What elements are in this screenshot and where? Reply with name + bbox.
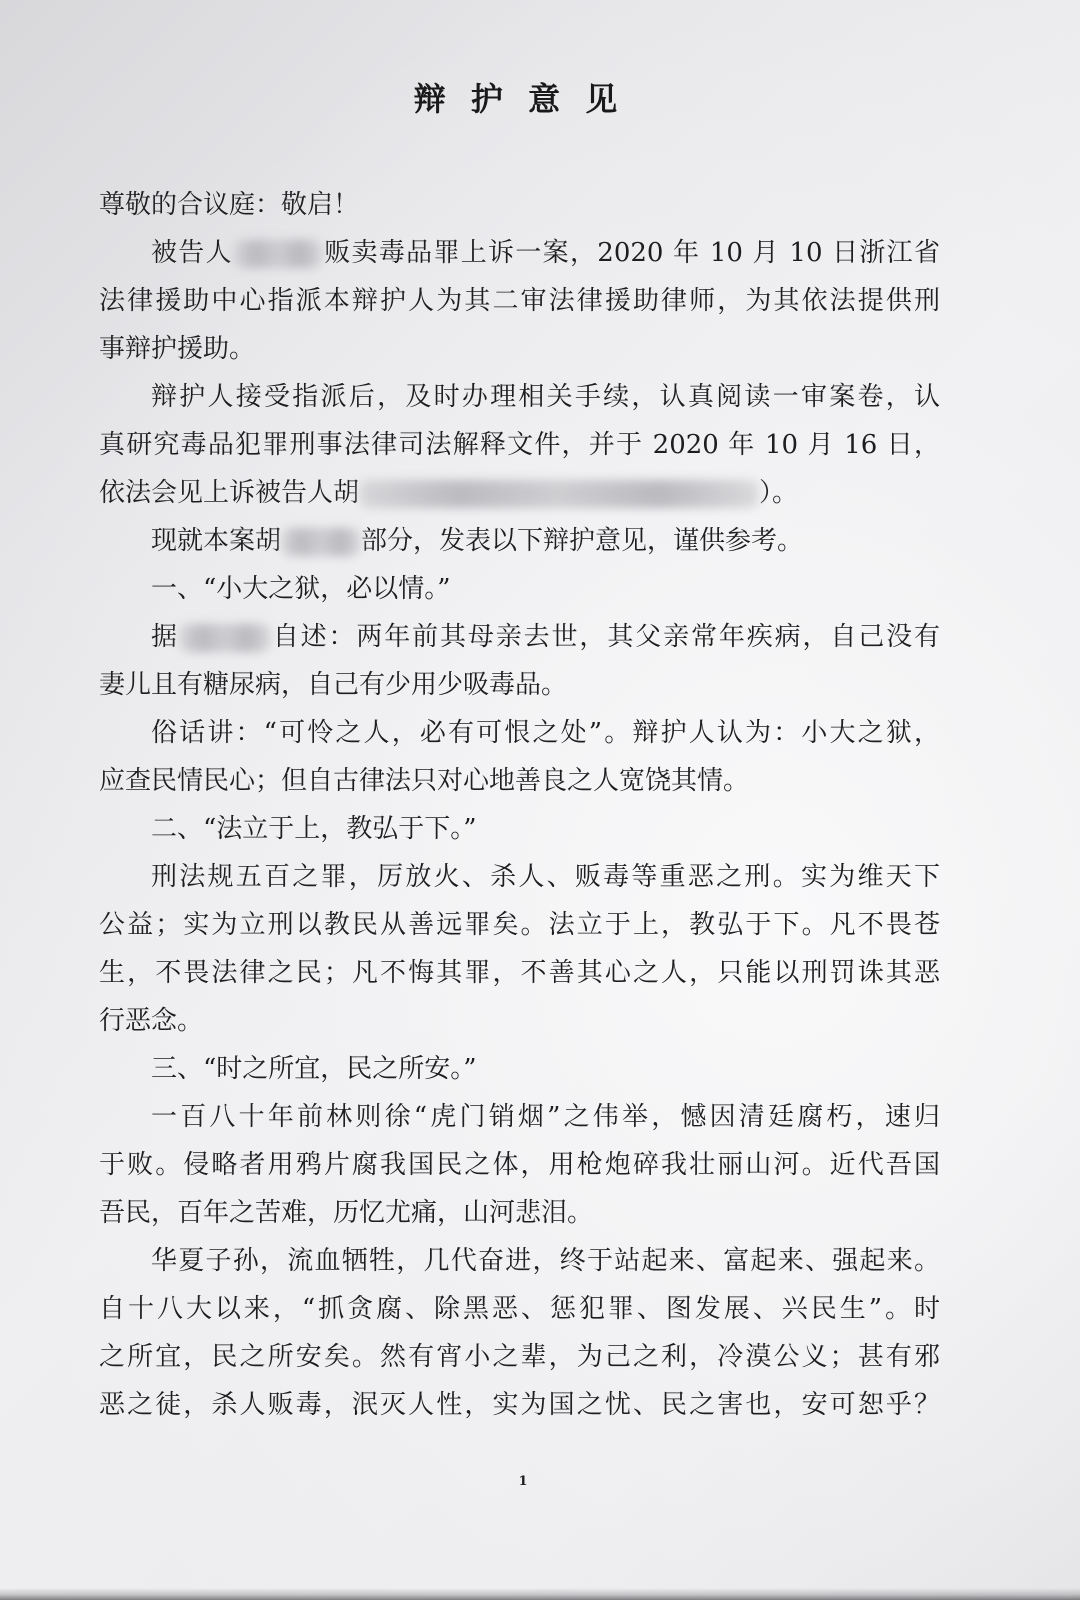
paragraph-line	[99, 517, 940, 565]
section-heading: 二、“法立于上，教弘于下。”	[151, 814, 477, 844]
paragraph-line: 生，不畏法律之民；凡不悔其罪，不善其心之人，只能以刑罚诛其恶	[99, 958, 940, 988]
paragraph-line: 华夏子孙，流血牺牲，几代奋进，终于站起来、富起来、强起来。	[151, 1246, 940, 1276]
paragraph-line	[99, 229, 940, 277]
line-text: 依法会见上诉被告人胡	[99, 478, 360, 508]
paragraph-line	[99, 613, 940, 661]
paragraph-line: 于败。侵略者用鸦片腐我国民之体，用枪炮碎我壮丽山河。近代吾国	[99, 1150, 940, 1180]
line-text: 据	[151, 622, 179, 652]
redaction-blur	[233, 240, 323, 268]
paragraph-line: 公益；实为立刑以教民从善远罪矣。法立于上，教弘于下。凡不畏苍	[99, 910, 940, 940]
paragraph-line: 恶之徒，杀人贩毒，泯灭人性，实为国之忧、民之害也，安可恕乎？	[99, 1390, 940, 1420]
paragraph-line: 俗话讲：“可怜之人，必有可恨之处”。辩护人认为：小大之狱，	[151, 718, 940, 748]
paragraph-line: 吾民，百年之苦难，历忆尤痛，山河悲泪。	[99, 1198, 594, 1228]
document-title: 辩 护 意 见	[413, 80, 625, 118]
line-text: 被告人	[151, 238, 233, 268]
line-text: 自述：两年前其母亲去世，其父亲常年疾病，自己没有	[270, 622, 940, 652]
paragraph-line: 之所宜，民之所安矣。然有宵小之辈，为己之利，冷漠公义；甚有邪	[99, 1342, 940, 1372]
salutation: 尊敬的合议庭：敬启！	[99, 190, 360, 220]
paragraph-line	[99, 469, 940, 517]
paragraph-line: 事辩护援助。	[99, 334, 256, 364]
paragraph-line: 妻儿且有糖尿病，自己有少用少吸毒品。	[99, 670, 568, 700]
paper-edge-shadow	[0, 1588, 1080, 1600]
redaction-blur	[179, 624, 271, 652]
line-text: 部分，发表以下辩护意见，谨供参考。	[361, 526, 804, 556]
line-text: 现就本案胡	[151, 526, 282, 556]
line-text: ）。	[759, 478, 799, 508]
redaction-blur	[281, 528, 361, 556]
redaction-blur	[359, 480, 759, 508]
paragraph-line: 辩护人接受指派后，及时办理相关手续，认真阅读一审案卷，认	[151, 382, 940, 412]
paragraph-line: 一百八十年前林则徐“虎门销烟”之伟举，憾因清廷腐朽，速归	[151, 1102, 940, 1132]
paragraph-line: 真研究毒品犯罪刑事法律司法解释文件，并于 2020 年 10 月 16 日，	[99, 430, 940, 460]
paragraph-line: 应查民情民心；但自古律法只对心地善良之人宽饶其情。	[99, 766, 750, 796]
paragraph-line: 行恶念。	[99, 1006, 204, 1036]
paragraph-line: 自十八大以来，“抓贪腐、除黑恶、惩犯罪、图发展、兴民生”。时	[99, 1294, 940, 1324]
document-body	[99, 181, 940, 1429]
line-text: 贩卖毒品罪上诉一案，2020 年 10 月 10 日浙江省	[322, 238, 940, 268]
section-heading: 一、“小大之狱，必以情。”	[151, 574, 451, 604]
paragraph-line: 法律援助中心指派本辩护人为其二审法律援助律师，为其依法提供刑	[99, 286, 940, 316]
page-number: 1	[518, 1474, 528, 1489]
paragraph-line: 刑法规五百之罪，厉放火、杀人、贩毒等重恶之刑。实为维天下	[151, 862, 940, 892]
section-heading: 三、“时之所宜，民之所安。”	[151, 1054, 477, 1084]
